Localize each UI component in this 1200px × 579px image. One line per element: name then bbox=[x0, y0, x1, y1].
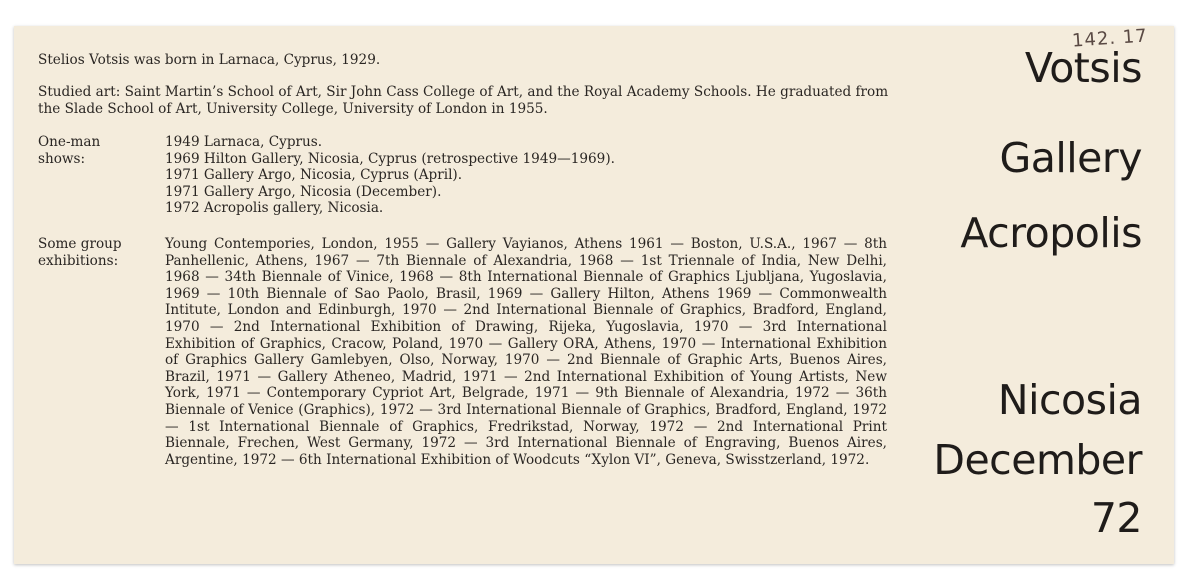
city-name: Nicosia bbox=[997, 376, 1142, 424]
group-exhibitions-text: Young Contempories, London, 1955 — Gallery Vayianos, Athens 1961 — Boston, U.S.A., 1967 — 8th Panhellenic, Athens, 1967 — 7th Biennale of Alexandria, 1968 — 1st Triennale of India, New Delhi, 1968 — 34th Biennale of Vinice, 1968 — 8th International Biennale of Graphics Ljubljana, Yugoslavia, 1969 — 10th Biennale of Sao Paolo, Brasil, 1969 — Gallery Hilton, Athens 1969 — Commonwealth Intitute, London and Edinburgh, 1970 — 2nd International Biennale of Graphics, Bradford, England, 1970 — 2nd International Exhibition of Drawing, Rijeka, Yugoslavia, 1970 — 3rd International Exhibition of Graphics, Cracow, Poland, 1970 — Gallery ORA, Athens, 1970 — International Exhibition of Graphics Gallery Gamlebyen, Olso, Norway, 1970 — 2nd Biennale of Graphic Arts, Buenos Aires, Brazil, 1971 — Gallery Atheneo, Madrid, 1971 — 2nd International Exhibition of Young Artists, New York, 1971 — Contemporary Cypriot Art, Belgrade, 1971 — 9th Biennale of Alexandria, 1972 — 36th Biennale of Venice (Graphics), 1972 — 3rd International Biennale of Graphics, Bradford, England, 1972 — 1st International Biennale of Graphics, Fredrikstad, Norway, 1972 — 2nd International Print Biennale, Frechen, West Germany, 1972 — 3rd International Biennale of Engraving, Buenos Aires, Argentine, 1972 — 6th International Exhibition of Woodcuts “Xylon VI”, Geneva, Swisstzerland, 1972. bbox=[165, 236, 887, 468]
list-item: 1969 Hilton Gallery, Nicosia, Cyprus (retrospective 1949—1969). bbox=[165, 150, 615, 167]
list-item: 1971 Gallery Argo, Nicosia, Cyprus (April). bbox=[165, 167, 463, 184]
list-item: 1971 Gallery Argo, Nicosia (December). bbox=[165, 183, 442, 200]
gallery-word: Gallery bbox=[999, 134, 1142, 182]
one-man-label: One-man shows: bbox=[38, 134, 101, 167]
bio-born: Stelios Votsis was born in Larnaca, Cyprus, 1929. bbox=[38, 52, 381, 68]
one-man-list bbox=[165, 134, 885, 217]
artist-name: Votsis bbox=[1024, 44, 1142, 92]
bio-studied: Studied art: Saint Martin’s School of Art, Sir John Cass College of Art, and the Royal Academy Schools. He graduated from the Slade School of Art, University College, University of London in 1955. bbox=[38, 84, 889, 117]
month-name: December bbox=[933, 436, 1142, 484]
group-label: Some group exhibitions: bbox=[38, 236, 122, 269]
list-item: 1949 Larnaca, Cyprus. bbox=[165, 134, 323, 150]
list-item: 1972 Acropolis gallery, Nicosia. bbox=[165, 200, 384, 217]
year-number: 72 bbox=[1090, 494, 1142, 542]
handwritten-note: 142. 17 bbox=[1071, 25, 1149, 52]
venue-name: Acropolis bbox=[960, 209, 1142, 257]
exhibition-card bbox=[14, 26, 1174, 564]
